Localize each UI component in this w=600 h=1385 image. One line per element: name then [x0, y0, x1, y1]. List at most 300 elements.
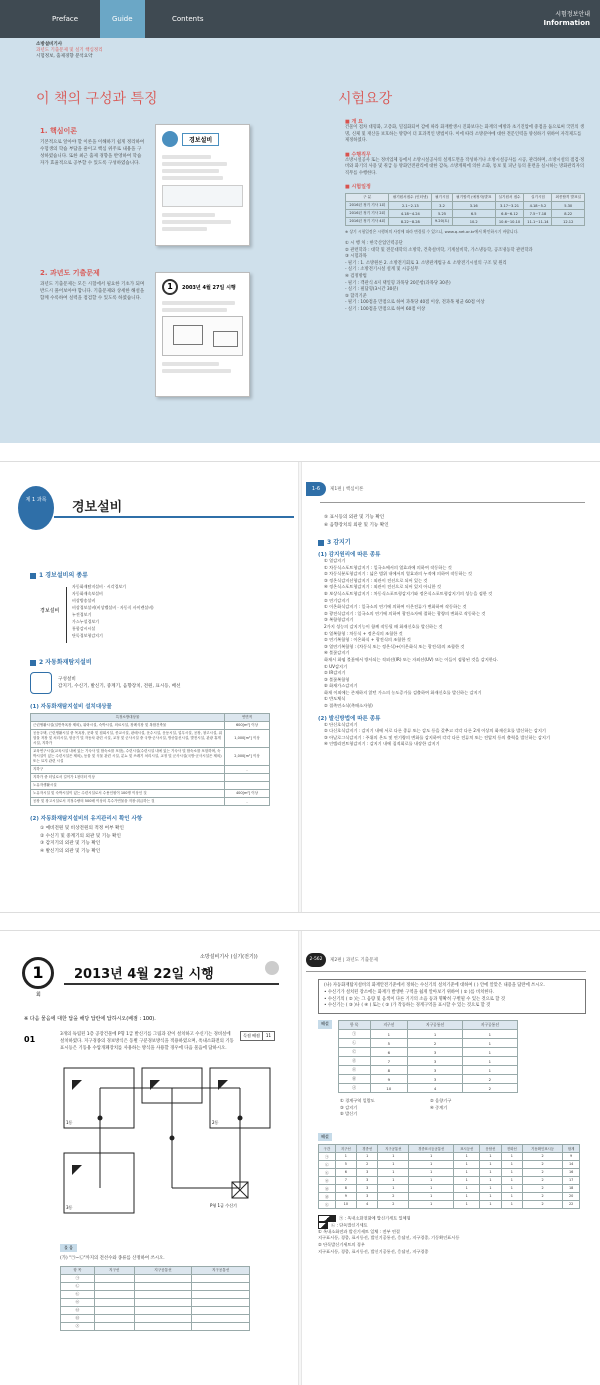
schedule-table — [345, 193, 585, 226]
list-item: ① 이온화식감지기 : 일국소의 연기에 의하여 이온전류가 변화하여 작동하는 것 — [324, 604, 467, 610]
sub-question-intro: (나) 자동화재탐지설비의 화재안전기준에서 정하는 수신기의 설치기준에 대하여 ( ) 안에 알맞은 내용을 답란에 쓰시오. — [324, 983, 545, 988]
table-cell: 2 — [522, 1176, 562, 1184]
list-item: ③ 열연기복합형 : (차동식 또는 정온식)+(이온화식 또는 광전식)의 조합한 것 — [324, 643, 465, 649]
tree-item: 누전경보기 — [72, 612, 92, 617]
list-item: ⑤ 표시등의 외관 및 기능 확인 — [324, 515, 385, 520]
table-cell: 교육연구시설(교육시설 내에 있는 기숙사 및 합숙소를 포함), 수련시설(수련시설 내에 있는 기숙사 및 합숙소를 포함하며, 숙박시설이 있는 수련시설은 제외), 동물 및 식물 관련 시설, 분뇨 및 쓰레기 처리시설, 교정 및 군사시설(국방·군사시설은 제외) 또는 묘지 관련 시설 — [31, 748, 225, 766]
list-item: ① 예비전원 및 비상전원의 적정 여부 확인 — [40, 826, 124, 831]
breadcrumb-line3: 시험정보, 출제경향 분석요약 — [36, 54, 93, 59]
section-marker-icon — [318, 540, 324, 546]
table-cell: 2 — [357, 1160, 378, 1168]
answer-block-1 — [318, 1020, 586, 1093]
table-cell: 3 — [357, 1176, 378, 1184]
tree-item: 자동화재탐지설비 · 시각경보기 — [72, 584, 127, 589]
header-info — [544, 10, 590, 28]
section-2-title — [30, 657, 290, 666]
schedule-header: 필기시험 — [432, 194, 453, 202]
list-item: ④ 인텔리전트형감지기 : 감지기 내에 집적회로를 내장한 감지기 — [324, 741, 440, 747]
table-cell: 18 — [563, 1184, 580, 1192]
table-header: 특정소방대상물 — [31, 714, 225, 722]
table-cell: 17 — [563, 1176, 580, 1184]
schedule-header: 필기합격 (예정자)발표 — [452, 194, 495, 202]
list-item: ① 시 행 처 : 한국산업인력공단 — [345, 241, 403, 246]
detector-principle-list — [318, 558, 586, 710]
tab-guide[interactable]: Guide — [100, 0, 145, 38]
table-cell: 11.1~11.14 — [524, 218, 552, 226]
question-text: 3개의 독립된 1층 공장건물에 P형 1급 발신기를 그림과 같이 설치하고 수신기는 경비실에 설치하였다. 지구경종의 경보방식은 동별 구분경보방식을 적용하였으며, 옥내소화전의 기동표시등은 기동용 수압개폐장치를 사용하는 방식을 사용할 경우에 다음 물음에 답하시오. — [60, 1032, 234, 1051]
feature-1-text: 기본적으로 알아야 할 이론을 이해하기 쉽게 정리하여 수험생의 학습 부담을 줄이고 핵심 위주로 내용을 구성하였습니다. 또한 최근 출제 경향을 반영하여 학습자가 효율적으로 공부할 수 있도록 구성하였습니다. — [40, 140, 145, 166]
table-cell: 1 — [409, 1184, 454, 1192]
sample-page-theory — [155, 124, 250, 246]
table-cell: 3 — [357, 1184, 378, 1192]
table-cell: 1 — [501, 1168, 522, 1176]
table-cell: 근린생활시설(일반목욕장 제외), 위락시설, 숙박시설, 의료시설, 장례식장 및 복합건축물 — [31, 722, 225, 730]
table-row — [31, 774, 270, 782]
table-cell: 4 — [357, 1200, 378, 1208]
chapter-badge — [18, 486, 54, 530]
section-3-title — [318, 537, 586, 546]
answer-block-2 — [318, 1123, 586, 1209]
header-rule — [306, 971, 586, 972]
list-item: ② 차동식분포형감지기 : 넓은 범위 내에서의 열효과의 누적에 의하여 작동하는 것 — [324, 571, 472, 577]
chapter-circle-icon — [162, 131, 178, 147]
table-cell: 400[m²] 이상 — [225, 790, 270, 798]
list-item: ② 광전식감지기 : 일국소의 연기에 의하여 광전소자에 접하는 광량의 변화로 작동하는 것 — [324, 610, 486, 616]
list-item: ① 단신호식감지기 — [324, 721, 358, 727]
table-cell: 1 — [501, 1160, 522, 1168]
tree-item: 비상방송설비 — [72, 598, 96, 603]
table-cell: ㉠ — [338, 1030, 370, 1039]
title-rule — [64, 983, 279, 985]
schedule-note: ※ 상기 시험일정은 시행처의 사정에 따라 변경될 수 있으니, www.q-net.or.kr에서 확인하시기 바랍니다. — [345, 229, 519, 234]
table-cell: 1 — [501, 1184, 522, 1192]
table-cell: 1 — [454, 1160, 480, 1168]
table-cell: 16 — [563, 1168, 580, 1176]
list-item: ③ 정온식감지선형감지기 : 외관이 전선으로 되어 있는 것 — [324, 577, 428, 583]
table-cell: 3 — [357, 1192, 378, 1200]
table-row — [31, 782, 270, 790]
legend-notes — [318, 1215, 586, 1256]
table-cell: 1 — [454, 1184, 480, 1192]
table-cell: 2016년 정기 기사 4회 — [346, 218, 389, 226]
table-row — [319, 1192, 580, 1200]
list-item: ④ 발신기의 외관 및 기능 확인 — [40, 848, 101, 854]
table-cell — [225, 782, 270, 790]
answer-tag: 해설 — [318, 1133, 332, 1141]
chapter-label: 제 1 과목 — [25, 497, 47, 503]
table-header: 지구공통선 — [192, 1266, 250, 1274]
table-cell: ㉥ — [61, 1314, 95, 1322]
section-marker-icon — [30, 573, 36, 579]
table-header: 경종표시등공통선 — [409, 1144, 454, 1152]
table-header: 항 목 — [61, 1266, 95, 1274]
table-header: 연면적 — [225, 714, 270, 722]
table-row — [338, 1030, 517, 1039]
table-cell: 10 — [370, 1084, 408, 1093]
standalone-set-icon — [318, 1222, 328, 1229]
table-cell: 4.18~4.24 — [389, 210, 432, 218]
table-header: 경종선 — [357, 1144, 378, 1152]
table-header: 지구선 — [335, 1144, 356, 1152]
list-item: ② 접촉연소식(촉매소자형) — [324, 703, 373, 709]
table-cell: 1 — [454, 1168, 480, 1176]
table-row — [319, 1200, 580, 1208]
table-cell: 3.2 — [432, 202, 453, 210]
answer-blanks — [340, 1098, 520, 1118]
feature-section-1 — [40, 126, 145, 167]
table-row — [338, 1057, 517, 1066]
table-header: 지구선 — [94, 1266, 134, 1274]
duties-title: ■ 수행직무 — [345, 151, 371, 158]
table-cell: ㉣ — [319, 1176, 336, 1184]
answer-question: (가) "㉠~㉡"까지의 전선수와 종류를 산정하여 쓰시오. — [60, 1256, 165, 1261]
tree-item: 통합감시시설 — [72, 626, 96, 631]
subsection-1-title: (1) 자동화재탐지설비 설치대상물 — [30, 704, 112, 710]
list-item: 2가지 성능의 감지기능이 함께 작동될 때 화재신호를 발신하는 것 — [324, 623, 443, 629]
sample-exam-title: 2003년 4월 27일 시행 — [182, 284, 236, 291]
table-cell: 600[m²] 이상 — [225, 722, 270, 730]
table-header: 지구공통선 — [462, 1021, 517, 1030]
table-cell: 6.8~6.12 — [495, 210, 524, 218]
blank-answer: ④ 중계기 — [430, 1104, 448, 1110]
table-row — [61, 1306, 250, 1314]
answer-tag: 해설 — [318, 1020, 332, 1029]
table-cell: 1 — [408, 1030, 463, 1039]
list-item: ⑥ 음향장치의 외관 및 기능 확인 — [324, 522, 389, 528]
table-cell: 1 — [409, 1192, 454, 1200]
table-cell: 3 — [408, 1075, 463, 1084]
table-cell: 9 — [335, 1192, 356, 1200]
table-cell: 12.12 — [552, 218, 585, 226]
blank-answer: ③ 감지기 — [340, 1104, 358, 1110]
table-cell: 1 — [378, 1160, 409, 1168]
table-cell: 3.17~3.21 — [495, 202, 524, 210]
maintenance-list — [30, 825, 290, 855]
list-item: • 수신기가 설치된 장소에는 화재가 발생한 구역을 쉽게 알아보기 위하여 ( ① )를 비치한다. — [324, 989, 494, 995]
tab-contents[interactable]: Contents — [172, 15, 204, 23]
overview-title: ■ 개 요 — [345, 119, 363, 125]
table-header: 항 목 — [338, 1021, 370, 1030]
table-cell: 5 — [370, 1039, 408, 1048]
list-item: ④ 정온식스포트형감지기 : 외관이 전선으로 되어 있지 아니한 것 — [324, 584, 441, 590]
table-cell: ㉣ — [61, 1298, 95, 1306]
tree-item: 가스누설경보기 — [72, 619, 100, 624]
table-cell: 1 — [480, 1160, 501, 1168]
list-item: ⑤ 합격기준 — [345, 293, 367, 299]
wiring-diagram — [60, 1058, 275, 1228]
table-header: 지구공통선 — [134, 1266, 192, 1274]
detector-principle-title: (1) 감지원리에 따른 종류 — [318, 552, 381, 558]
table-cell: 3 — [408, 1066, 463, 1075]
table-cell: 1 — [501, 1192, 522, 1200]
legend-text: ㉠ : 옥내소화전함에 발신기세트 일체형 — [339, 1215, 411, 1221]
table-cell: 8 — [370, 1066, 408, 1075]
table-header: 지구선 — [370, 1021, 408, 1030]
table-cell: 1 — [335, 1152, 356, 1160]
table-cell: 7 — [370, 1057, 408, 1066]
schedule-header: 최종합격 발표일 — [552, 194, 585, 202]
table-cell: 2,000[m²] 이상 — [225, 748, 270, 766]
feature-section-2 — [40, 268, 145, 302]
list-item: - 필기 : 1. 소방원론 2. 소방전기회로 3. 소방관계법규 4. 소방전기시설의 구조 및 원리 — [345, 260, 507, 266]
table-row — [319, 1152, 580, 1160]
table-cell: 20 — [563, 1192, 580, 1200]
table-row — [31, 730, 270, 748]
table-row — [31, 722, 270, 730]
table-row — [61, 1274, 250, 1282]
table-cell: 1 — [462, 1066, 517, 1075]
table-cell: 1 — [462, 1048, 517, 1057]
score-value: 11 — [265, 1033, 271, 1038]
table-cell: 1 — [409, 1176, 454, 1184]
table-cell: 1 — [501, 1176, 522, 1184]
table-cell: 10 — [335, 1200, 356, 1208]
table-row — [319, 1160, 580, 1168]
exam-outline-title: 시험요강 — [338, 91, 393, 107]
table-cell: 5.30 — [552, 202, 585, 210]
legend-item: 지구표시등, 경종, 표시등선, 발신기공통선, 응답선, 지구경종, 기동확인표시등 — [318, 1235, 460, 1241]
table-cell: 14 — [563, 1160, 580, 1168]
legend-item — [318, 1215, 586, 1222]
page-number-badge: 2-562 — [306, 953, 326, 967]
components-box — [30, 672, 290, 694]
list-item: ① 열감지기 — [324, 558, 346, 563]
table-cell: 2016년 정기 기사 1회 — [346, 202, 389, 210]
table-cell: 10.6~10.10 — [495, 218, 524, 226]
table-cell: 지하가 중 터널로서 길이가 1천미터 이상 — [31, 774, 225, 782]
table-cell: 7 — [335, 1176, 356, 1184]
table-cell: 1 — [454, 1176, 480, 1184]
table-cell: 1 — [378, 1168, 409, 1176]
table-cell: 2 — [522, 1200, 562, 1208]
list-item: ⑤ 화재가스감지기 — [324, 683, 358, 689]
tree-root: 경보설비 — [40, 608, 60, 614]
legend-item: ② 단독발신기세트의 경우 — [318, 1242, 365, 1248]
tree-item: 비상경보설비(비상벨설비 · 자동식 사이렌설비) — [72, 605, 154, 610]
list-item: • 수신기의 ( ② )는 그 음량 및 음색이 다른 기기의 소음 등과 명확히 구별될 수 있는 것으로 할 것 — [324, 996, 505, 1002]
table-header: 표시등선 — [454, 1144, 480, 1152]
table-cell: 2 — [522, 1168, 562, 1176]
exam-tag: 소방설비기사 (실기(전기)) — [200, 954, 258, 960]
exam-number: 1 — [32, 963, 44, 982]
table-row — [338, 1075, 517, 1084]
table-cell: 1 — [409, 1152, 454, 1160]
table-row — [319, 1176, 580, 1184]
table-cell: 1 — [501, 1152, 522, 1160]
section-2-title-text: 2 자동화재탐지설비 — [39, 659, 92, 666]
spread-past-exams — [0, 930, 600, 1385]
components-label: 구성설비 — [58, 676, 76, 682]
top-nav-bar — [0, 0, 600, 38]
spread-guide — [0, 0, 600, 443]
running-header: 제1편 | 핵심이론 — [330, 487, 364, 492]
list-item: ① 차동식스포트형감지기 : 일국소에서의 열효과에 의하여 작동하는 것 — [324, 564, 452, 570]
table-row — [319, 1168, 580, 1176]
schedule-header: 구 분 — [346, 194, 389, 202]
table-header: 전화선 — [501, 1144, 522, 1152]
table-cell: 2 — [378, 1200, 409, 1208]
left-theory-column — [30, 570, 290, 855]
table-cell: 2 — [462, 1075, 517, 1084]
table-row — [61, 1298, 250, 1306]
receiver-label: P형 1급 수신기 — [210, 1203, 237, 1208]
table-cell: 3 — [408, 1057, 463, 1066]
table-cell: ㉢ — [61, 1290, 95, 1298]
list-item: ② 다신호식감지기 : 감지기 내에 서로 다른 종류 또는 감도 등을 갖추고 각각 다른 2개 이상의 화재신호를 발신하는 감지기 — [324, 728, 546, 734]
table-cell: 1 — [480, 1200, 501, 1208]
sample-page-exam — [155, 272, 250, 397]
table-cell: 1 — [480, 1184, 501, 1192]
table-cell: ㉥ — [319, 1192, 336, 1200]
legend-text: ㉡ : 단독발신기세트 — [331, 1222, 368, 1228]
section-1-title-text: 1 경보설비의 종류 — [39, 572, 88, 579]
tab-preface[interactable]: Preface — [52, 15, 79, 23]
overview-text: 건물이 점차 대형화, 고층화, 밀집화되어 감에 따라 화재발생시 진화보다는 화재의 예방과 초기진압에 중점을 둠으로써 국민의 생명, 신체 및 재산을 보호하는 방향이 더 효과적인 방법이다. 이에 따라 소방분야에 대한 전문인력을 양성하기 위하여 자격제도를 제정하였다. — [345, 125, 585, 143]
answer-area — [60, 1234, 275, 1331]
list-item: ③ 복합형감지기 — [324, 617, 354, 623]
table-cell: ㉥ — [338, 1075, 370, 1084]
table-cell: 노유자생활시설 — [31, 782, 225, 790]
page-number-tab: 1-6 — [306, 482, 326, 496]
table-cell: 9 — [563, 1152, 580, 1160]
table-cell: 8.22~8.28 — [389, 218, 432, 226]
list-item: - 실기 : 필답형(3시간 30분) — [345, 287, 399, 293]
list-item: ④ 불꽃감지기 — [324, 650, 350, 656]
table-header: 지구공통선 — [408, 1021, 463, 1030]
table-cell — [225, 774, 270, 782]
feature-2-text: 과년도 기출문제는 모든 시험에서 필요한 기초가 되며 반드시 풀어보아야 합니다. 기출문제와 상세한 해설을 함께 수록하여 실력을 점검할 수 있도록 하였습니다. — [40, 282, 145, 301]
table-header: 지구공통선 — [378, 1144, 409, 1152]
schedule-header: 실기시험 — [524, 194, 552, 202]
feature-1-title: 1. 핵심이론 — [40, 127, 78, 135]
table-cell: ㉢ — [319, 1168, 336, 1176]
chapter-title: 경보설비 — [72, 500, 123, 515]
table-cell: 1 — [378, 1176, 409, 1184]
legend-item — [318, 1222, 586, 1229]
legend-item: ① 옥내소화전과 발신기세트 일체 : 전부 연결 — [318, 1228, 400, 1234]
table-cell: 1 — [480, 1192, 501, 1200]
list-item: - 실기 : 100점을 만점으로 하여 60점 이상 — [345, 306, 426, 312]
subsection-2-title: (2) 자동화재탐지설비의 유지관리시 확인 사항 — [30, 816, 143, 822]
right-theory-column — [318, 514, 586, 748]
blank-answer: ① 경계구역 일람도 — [340, 1098, 375, 1104]
schedule-title: ■ 시험일정 — [345, 184, 371, 190]
alarm-types-tree — [30, 583, 290, 645]
table-cell: 1 — [409, 1168, 454, 1176]
table-cell: 2 — [522, 1184, 562, 1192]
table-cell: 1,000[m²] 이상 — [225, 730, 270, 748]
list-item: 화재시 화염 불꽃에서 방사되는 적외선(IR) 또는 자외선(UV) 또는 이들이 겸합된 것을 감지한다. — [324, 656, 499, 662]
table-row — [346, 202, 585, 210]
section-marker-icon — [30, 660, 36, 666]
table-cell: 1 — [501, 1200, 522, 1208]
breadcrumb-line1: 소방설비기사 — [36, 42, 63, 47]
sample-chapter-title: 경보설비 — [182, 133, 219, 146]
list-item: ③ 불꽃복합형 — [324, 676, 350, 682]
table-cell: 2 — [408, 1039, 463, 1048]
table-cell: 노유자시설 및 숙박시설이 있는 수련시설로서 수용인원이 100명 이상인 것 — [31, 790, 225, 798]
table-cell: 1 — [409, 1200, 454, 1208]
table-cell: ㉦ — [61, 1322, 95, 1330]
building-3-label: 3동 — [66, 1205, 73, 1210]
table-cell: 1 — [370, 1030, 408, 1039]
list-item: ② 수신기 및 중계기의 외관 및 기능 확인 — [40, 833, 121, 839]
list-item: ③ 아날로그식감지기 : 주위의 온도 및 연기량의 변화를 감지하여 각각 다른 전류치 또는 전압치 등의 출력을 발신하는 감지기 — [324, 734, 551, 740]
question-1 — [60, 1031, 275, 1331]
table-row — [61, 1290, 250, 1298]
header-info-en: Information — [543, 19, 590, 27]
exam-instruction: ※ 다음 물음에 대한 답을 해당 답란에 답하시오(배점 : 100). — [24, 1016, 156, 1022]
list-item: ① UV감지기 — [324, 663, 348, 669]
table-row — [31, 798, 270, 806]
running-header: 제2편 | 과년도 기출문제 — [330, 958, 378, 963]
blank-answer: ② 음향기구 — [430, 1098, 452, 1104]
table-row — [319, 1184, 580, 1192]
wire-count-table — [318, 1144, 580, 1209]
list-item: - 실기 : 소방전기시설 설계 및 시공실무 — [345, 267, 419, 273]
install-target-table — [30, 713, 270, 806]
table-cell: 1 — [462, 1039, 517, 1048]
score-box — [240, 1031, 275, 1041]
table-cell: 4 — [408, 1084, 463, 1093]
table-cell: 2 — [522, 1192, 562, 1200]
section-3-title-text: 3 감지기 — [327, 539, 351, 546]
exam-title: 2013년 4월 22일 시행 — [74, 967, 214, 982]
legend-item: 지구표시등, 경종, 표시등선, 발신기공통선, 응답선, 지구경종 — [318, 1248, 429, 1254]
breadcrumb-line2: 과년도 기출문제 및 실기 핵심정리 — [36, 48, 103, 53]
table-cell: 2.1~2.13 — [389, 202, 432, 210]
right-answer-column — [318, 979, 586, 1255]
table-cell: 6 — [370, 1048, 408, 1057]
table-cell: 7.5~7.18 — [524, 210, 552, 218]
components-text: 감지기, 수신기, 발신기, 중계기, 음향장치, 전원, 표시등, 배선 — [58, 684, 181, 689]
exam-outline-content — [345, 118, 585, 314]
table-cell: 1 — [454, 1192, 480, 1200]
tree-item: 자동화재속보설비 — [72, 591, 103, 596]
tree-item: 단독경보형감지기 — [72, 633, 103, 638]
list-item: - 필기 : 객관식 4지 택일형 과목당 20문항(과목당 30분) — [345, 280, 451, 286]
table-cell: 1 — [462, 1030, 517, 1039]
table-cell: 4.18~5.2 — [524, 202, 552, 210]
table-cell: 1 — [480, 1152, 501, 1160]
table-cell: 1 — [454, 1152, 480, 1160]
table-cell: 5.25 — [432, 210, 453, 218]
exam-info-list — [345, 241, 585, 314]
table-cell: 6.5 — [452, 210, 495, 218]
breadcrumb — [36, 42, 103, 60]
table-cell: 22 — [563, 1200, 580, 1208]
table-header: 기동확인표시등 — [522, 1144, 562, 1152]
integrated-set-icon — [318, 1215, 336, 1222]
table-row — [338, 1066, 517, 1075]
schedule-header: 필기원서접수 (인터넷) — [389, 194, 432, 202]
table-cell: 9.20(토) — [432, 218, 453, 226]
table-row — [61, 1282, 250, 1290]
table-cell: 10.2 — [452, 218, 495, 226]
building-1-label: 1동 — [66, 1120, 73, 1125]
table-cell: ㉢ — [338, 1048, 370, 1057]
page-gutter — [298, 931, 302, 1385]
table-cell: 2 — [522, 1160, 562, 1168]
sample-exam-number: 1 — [162, 279, 178, 295]
table-cell: 3.16 — [452, 202, 495, 210]
table-cell: ㉤ — [338, 1066, 370, 1075]
table-cell: 8.22 — [552, 210, 585, 218]
score-label: 득점 배점 — [241, 1032, 263, 1040]
table-cell: 2 — [378, 1192, 409, 1200]
table-cell: 3 — [408, 1048, 463, 1057]
list-item: - 필기 : 100점을 만점으로 하여 과목당 40점 이상, 전과목 평균 60점 이상 — [345, 300, 485, 306]
